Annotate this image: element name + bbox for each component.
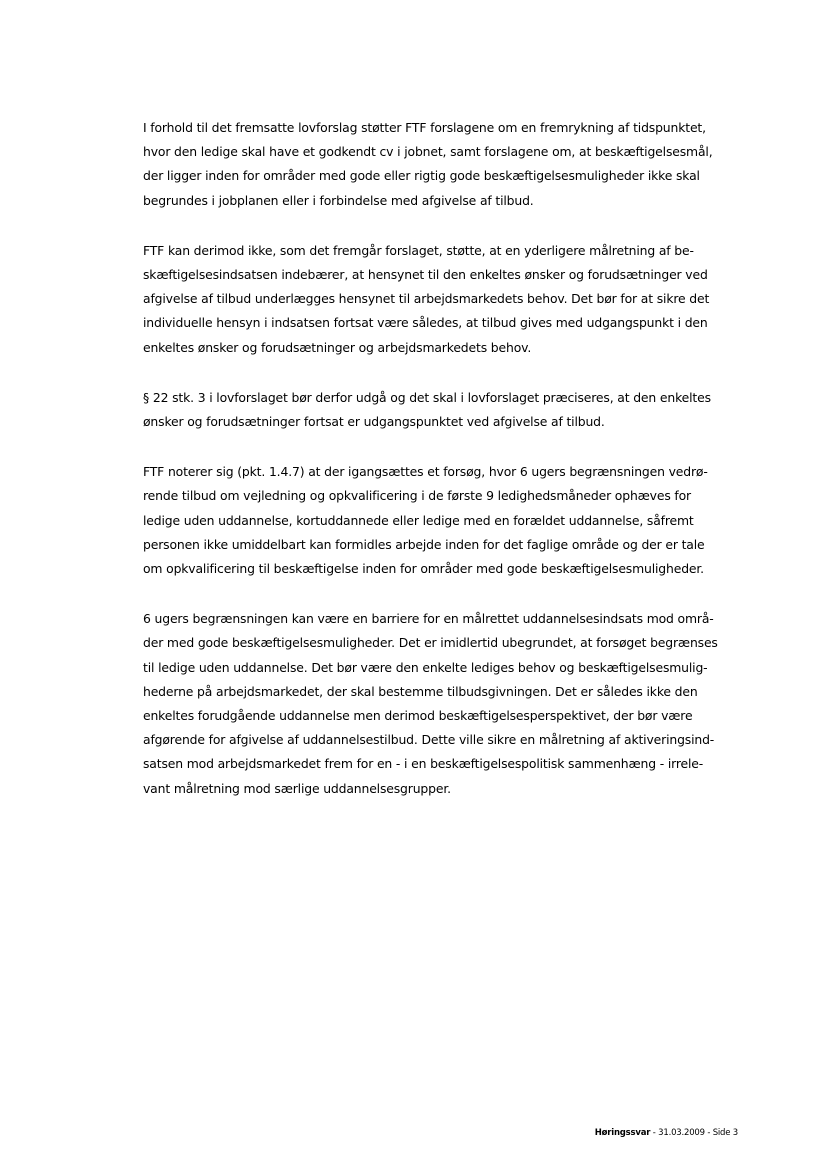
paragraph-5 <box>143 607 733 801</box>
text-line: personen ikke umiddelbart kan formidles arbejde inden for det faglige område og der er tale <box>143 536 705 552</box>
text-line: om opkvalificering til beskæftigelse inden for områder med gode beskæftigelsesmuligheder. <box>143 561 704 577</box>
text-line: til ledige uden uddannelse. Det bør være den enkelte lediges behov og beskæftigelsesmulig- <box>143 659 708 675</box>
paragraph-4 <box>143 460 733 581</box>
text-line: begrundes i jobplanen eller i forbindelse med afgivelse af tilbud. <box>143 192 534 208</box>
footer-separator: - <box>650 1128 659 1138</box>
text-line: hederne på arbejdsmarkedet, der skal bestemme tilbudsgivningen. Det er således ikke den <box>143 683 698 699</box>
text-line: I forhold til det fremsatte lovforslag støtter FTF forslagene om en fremrykning af tidspunktet, <box>143 120 706 135</box>
footer-separator: - <box>704 1128 713 1138</box>
page-footer <box>595 1128 738 1138</box>
footer-doc-type: Høringssvar <box>594 1128 651 1138</box>
text-line: 6 ugers begrænsningen kan være en barriere for en målrettet uddannelsesindsats mod områ- <box>143 611 714 627</box>
text-line: ledige uden uddannelse, kortuddannede eller ledige med en forældet uddannelse, såfremt <box>143 512 694 528</box>
footer-date: 31.03.2009 <box>658 1128 705 1138</box>
text-line: FTF noterer sig (pkt. 1.4.7) at der igangsættes et forsøg, hvor 6 ugers begrænsningen vedrø- <box>143 464 708 480</box>
text-line: hvor den ledige skal have et godkendt cv i jobnet, samt forslagene om, at beskæftigelsesmål, <box>143 144 713 160</box>
text-line: rende tilbud om vejledning og opkvalificering i de første 9 ledighedsmåneder ophæves for <box>143 488 692 504</box>
text-line: individuelle hensyn i indsatsen fortsat være således, at tilbud gives med udgangspunkt i den <box>143 315 708 331</box>
text-line: afgivelse af tilbud underlægges hensynet til arbejdsmarkedets behov. Det bør for at sikre det <box>143 291 710 307</box>
text-line: satsen mod arbejdsmarkedet frem for en - i en beskæftigelsespolitisk sammenhæng - irrele- <box>143 756 704 772</box>
paragraph-3 <box>143 386 733 434</box>
body-text <box>143 116 733 827</box>
text-line: ønsker og forudsætninger fortsat er udgangspunktet ved afgivelse af tilbud. <box>143 414 605 430</box>
text-line: § 22 stk. 3 i lovforslaget bør derfor udgå og det skal i lovforslaget præciseres, at den enkeltes <box>143 389 711 405</box>
paragraph-1 <box>143 116 733 213</box>
text-line: der med gode beskæftigelsesmuligheder. Det er imidlertid ubegrundet, at forsøget begrænses <box>143 635 718 651</box>
text-line: enkeltes ønsker og forudsætninger og arbejdsmarkedets behov. <box>143 339 532 355</box>
paragraph-2 <box>143 239 733 360</box>
text-line: afgørende for afgivelse af uddannelsestilbud. Dette ville sikre en målretning af aktiveringsind- <box>143 732 715 748</box>
text-line: skæftigelsesindsatsen indebærer, at hensynet til den enkeltes ønsker og forudsætninger ved <box>143 267 708 283</box>
text-line: FTF kan derimod ikke, som det fremgår forslaget, støtte, at en yderligere målretning af be- <box>143 242 694 258</box>
text-line: der ligger inden for områder med gode eller rigtig gode beskæftigelsesmuligheder ikke skal <box>143 168 700 184</box>
footer-page-number: Side 3 <box>712 1128 738 1138</box>
text-line: vant målretning mod særlige uddannelsesgrupper. <box>143 780 451 796</box>
text-line: enkeltes forudgående uddannelse men derimod beskæftigelsesperspektivet, der bør være <box>143 708 693 724</box>
